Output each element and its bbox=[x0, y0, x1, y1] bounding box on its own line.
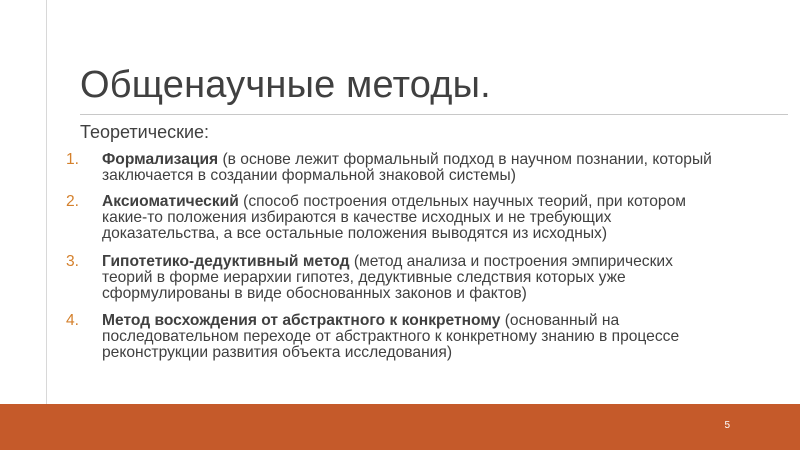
footer-bar bbox=[0, 404, 800, 450]
list-item-ascent-method bbox=[66, 313, 726, 361]
list-number: 2. bbox=[66, 193, 80, 210]
list-number: 1. bbox=[66, 151, 80, 168]
list-item-axiomatic bbox=[66, 194, 726, 242]
list-number: 4. bbox=[66, 312, 80, 329]
method-description: (в основе лежит формальный подход в научном познании, который заключается в создании формальной знаковой системы) bbox=[102, 151, 712, 184]
method-description: (метод анализа и построения эмпирических теорий в форме иерархии гипотез, дедуктивные следствия которых уже сформулированы в виде обоснованных законов и фактов) bbox=[102, 253, 673, 302]
slide-subtitle: Теоретические: bbox=[80, 122, 210, 142]
method-term: Формализация bbox=[102, 151, 219, 168]
list-item-formalization bbox=[66, 152, 726, 184]
method-term: Гипотетико-дедуктивный метод bbox=[102, 253, 350, 270]
method-description: (основанный на последовательном переходе от абстрактного к конкретному знанию в процессе реконструкции развития объекта исследования) bbox=[102, 312, 680, 361]
list-item-hypothetico-deductive bbox=[66, 254, 726, 302]
methods-list bbox=[66, 152, 726, 371]
page-number: 5 bbox=[724, 420, 730, 431]
title-divider bbox=[80, 114, 788, 115]
slide-title: Общенаучные методы. bbox=[80, 64, 491, 106]
method-term: Аксиоматический bbox=[102, 193, 239, 210]
frame-line bbox=[46, 0, 47, 404]
list-number: 3. bbox=[66, 253, 80, 270]
method-description: (способ построения отдельных научных теорий, при котором какие-то положения избираются в качестве исходных и не требующих доказательства, а все остальные положения выводятся из исходных) bbox=[102, 193, 686, 242]
method-term: Метод восхождения от абстрактного к конкретному bbox=[102, 312, 501, 329]
